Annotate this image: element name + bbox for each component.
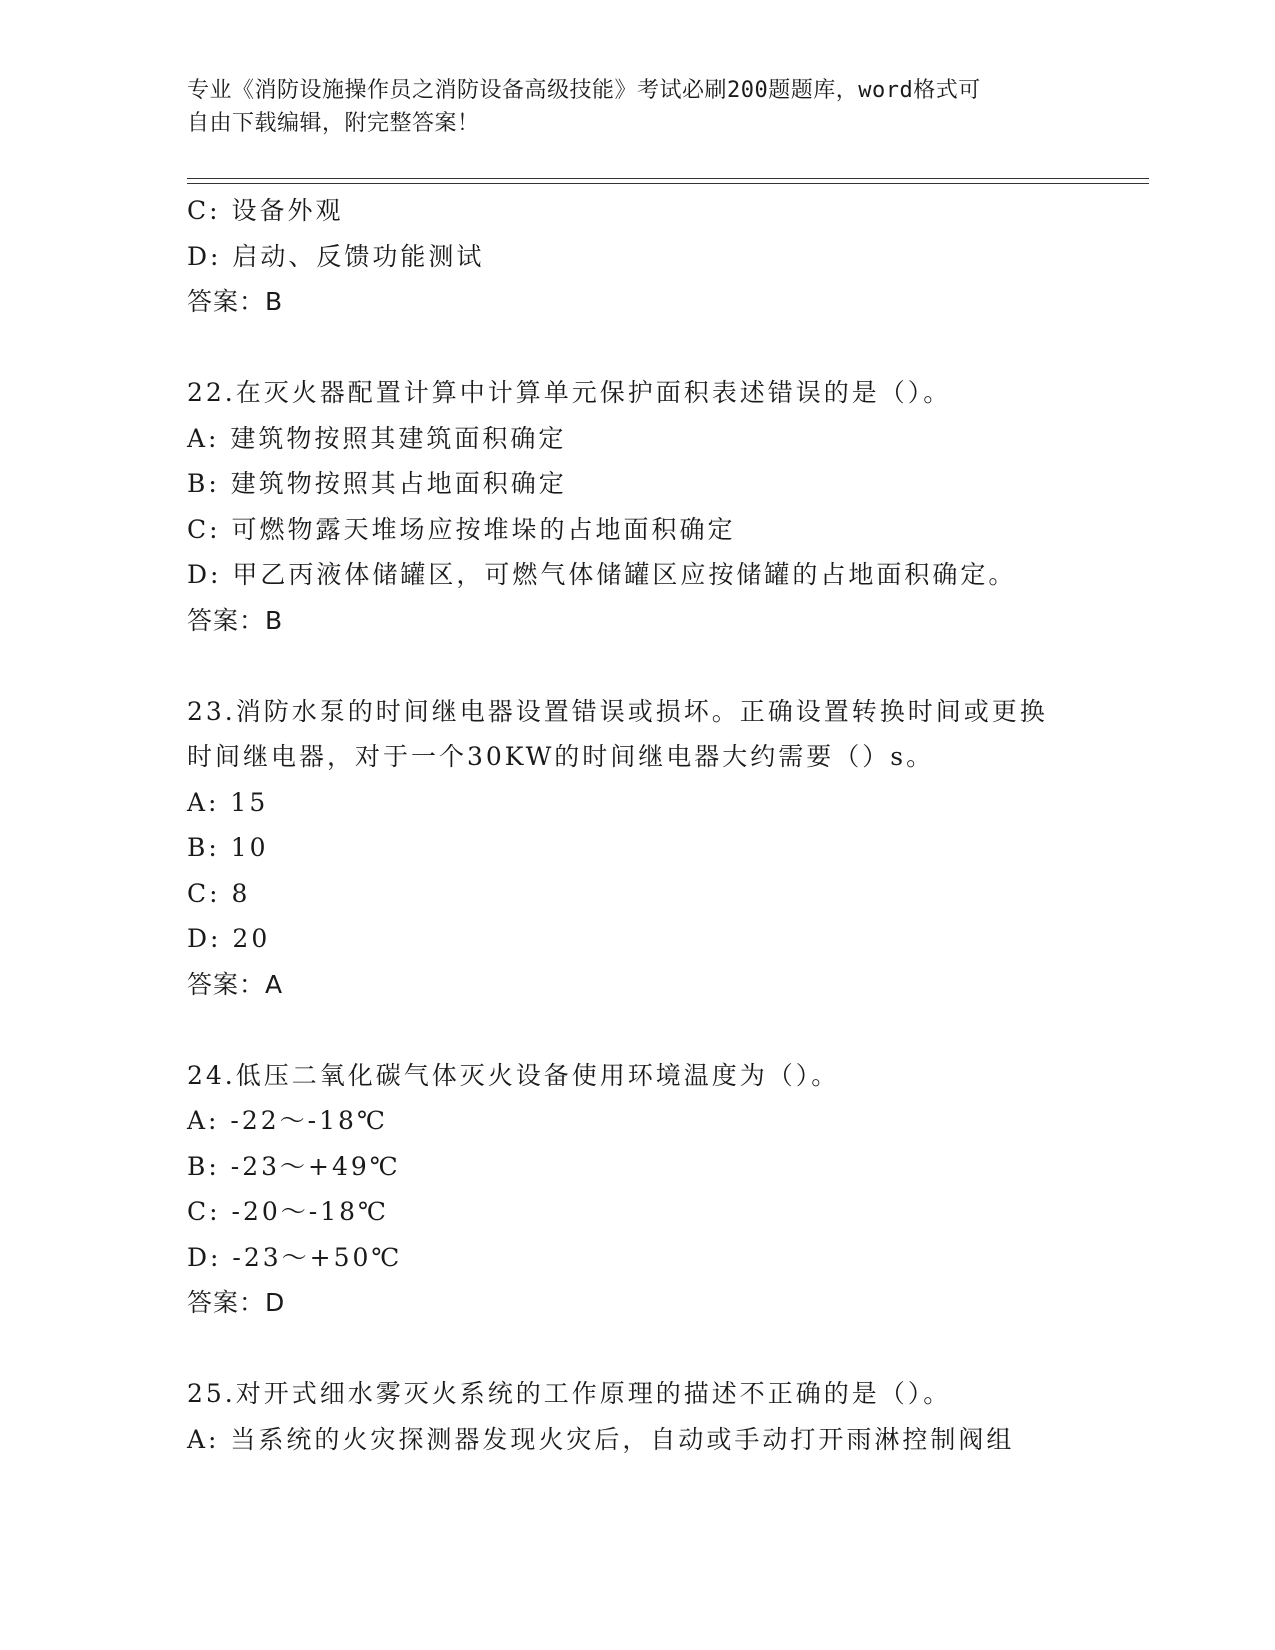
- question-22: [187, 370, 1147, 643]
- document-header: [187, 74, 1087, 140]
- question-stem: 25.对开式细水雾灭火系统的工作原理的描述不正确的是（）。: [187, 1379, 952, 1408]
- header-line-1: 专业《消防设施操作员之消防设备高级技能》考试必刷200题题库，word格式可: [187, 78, 981, 103]
- option-b: B: 10: [187, 833, 269, 862]
- spacer: [187, 643, 1147, 689]
- header-divider-top: [187, 178, 1149, 179]
- option-d: D: 启动、反馈功能测试: [187, 241, 485, 271]
- option-c: C: 8: [187, 878, 251, 908]
- option-a: A: 当系统的火灾探测器发现火灾后，自动或手动打开雨淋控制阀组: [187, 1424, 1015, 1454]
- question-stem-line-1: 23.消防水泵的时间继电器设置错误或损坏。正确设置转换时间或更换: [187, 696, 1048, 726]
- question-23: [187, 689, 1147, 1008]
- option-a: A: 15: [187, 787, 269, 817]
- question-24: [187, 1053, 1147, 1326]
- answer: 答案：B: [187, 287, 284, 316]
- option-c: C: 可燃物露天堆场应按堆垛的占地面积确定: [187, 514, 736, 544]
- option-c: C: -20～-18℃: [187, 1197, 389, 1226]
- answer: 答案：B: [187, 605, 284, 635]
- option-a: A: -22～-18℃: [187, 1106, 388, 1135]
- option-d: D: -23～+50℃: [187, 1242, 403, 1272]
- option-d: D: 甲乙丙液体储罐区，可燃气体储罐区应按储罐的占地面积确定。: [187, 560, 1017, 589]
- question-21-partial: [187, 188, 1147, 325]
- question-stem-line-2: 时间继电器，对于一个30KW的时间继电器大约需要（）s。: [187, 742, 935, 771]
- answer: 答案：A: [187, 969, 284, 999]
- spacer: [187, 325, 1147, 371]
- header-divider-bottom: [187, 183, 1149, 184]
- question-list: [187, 188, 1147, 1462]
- option-b: B: -23～+49℃: [187, 1151, 401, 1181]
- spacer: [187, 1007, 1147, 1053]
- question-25: [187, 1371, 1147, 1462]
- answer: 答案：D: [187, 1288, 286, 1317]
- spacer: [187, 1326, 1147, 1372]
- option-a: A: 建筑物按照其建筑面积确定: [187, 423, 567, 453]
- option-c: C: 设备外观: [187, 196, 344, 225]
- header-line-2: 自由下载编辑，附完整答案！: [187, 111, 480, 136]
- option-d: D: 20: [187, 924, 271, 953]
- option-b: B: 建筑物按照其占地面积确定: [187, 469, 567, 498]
- question-stem: 22.在灭火器配置计算中计算单元保护面积表述错误的是（）。: [187, 378, 952, 407]
- question-stem: 24.低压二氧化碳气体灭火设备使用环境温度为（）。: [187, 1060, 840, 1090]
